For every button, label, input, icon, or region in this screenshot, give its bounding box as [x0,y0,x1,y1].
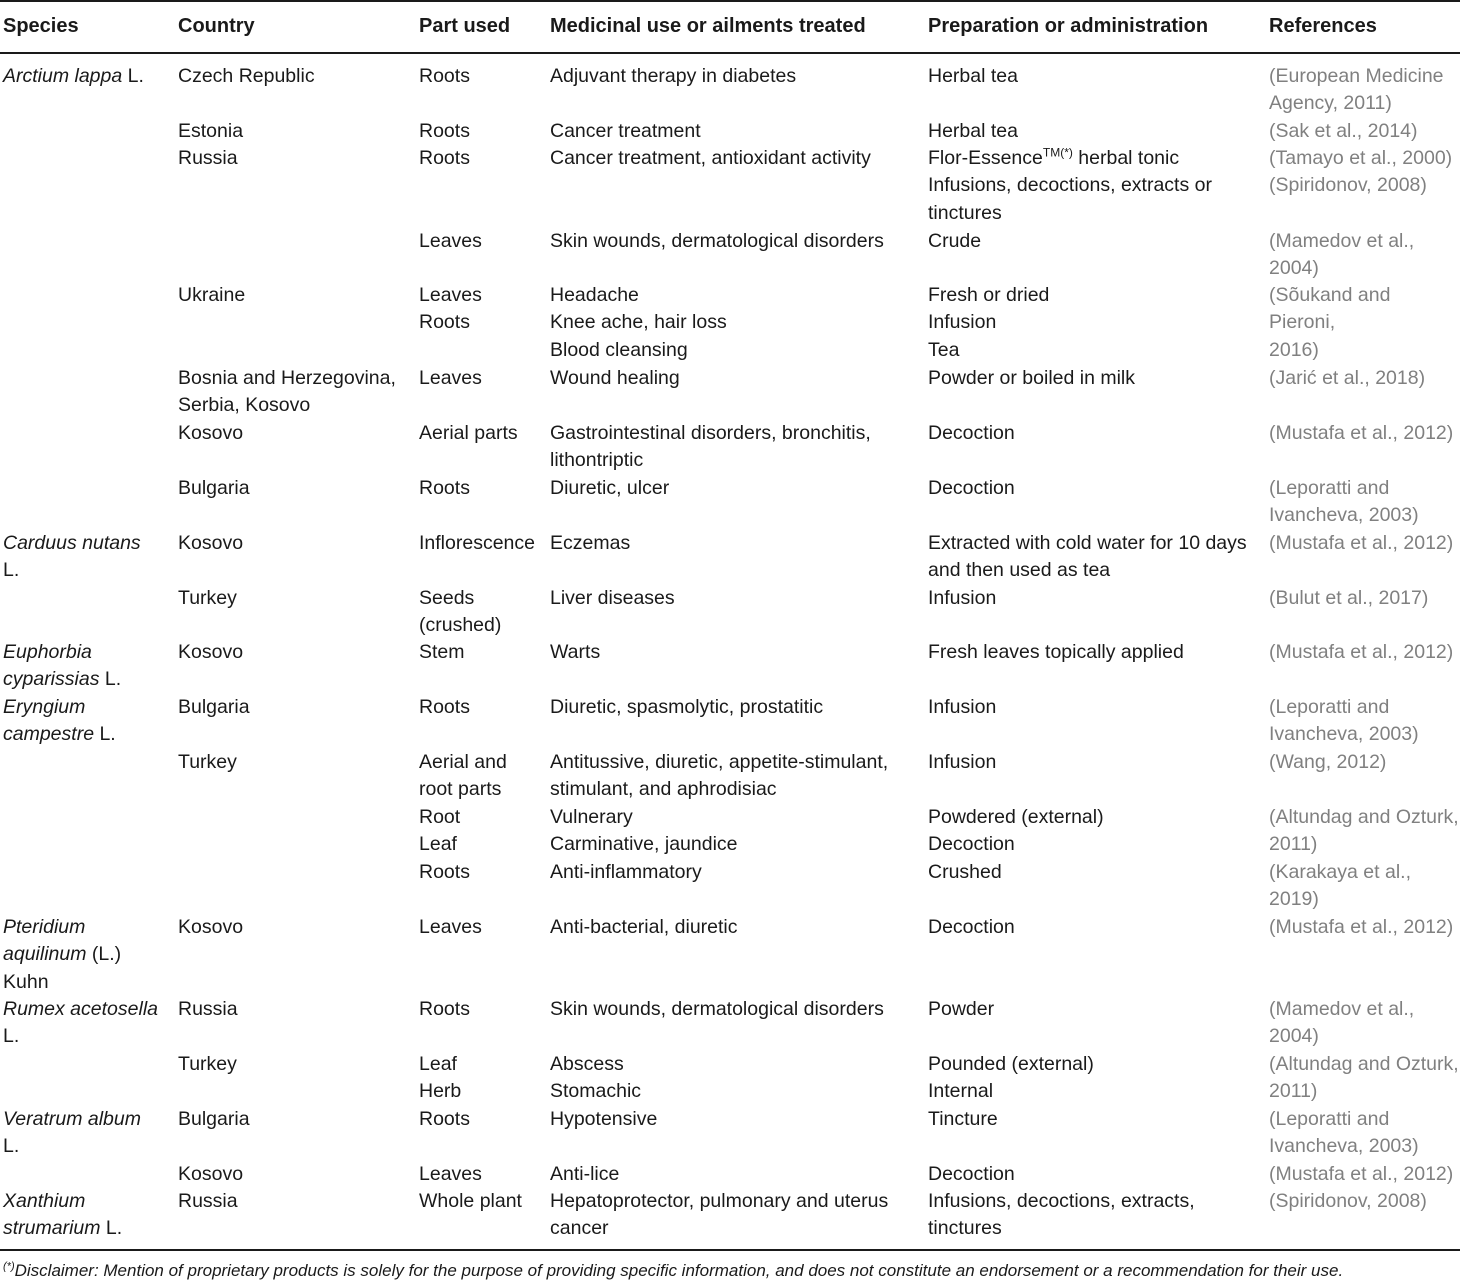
cell-preparation: Fresh or dried Infusion Tea [928,284,1050,361]
cell-part-used: Aerial and root parts Root Leaf Roots [419,751,507,883]
cell-country: Kosovo [178,1163,244,1185]
cell-preparation: Flor-Essence$^{TM(*)}$ herbal tonic Infusions, decoctions, extracts or tinctures [928,145,1212,224]
cell-country: Russia [178,998,238,1020]
cell-medicinal-use: Liver diseases [550,587,675,609]
header-country: Country [178,15,255,37]
cell-part-used: Inflorescence [419,532,535,554]
species-name: Euphorbia cyparissias L. [3,641,122,691]
species-name: Arctium lappa L. [3,65,144,87]
cell-preparation: Infusion Powdered (external) Decoction Crushed [928,751,1104,883]
cell-reference: (Leporatti and Ivancheva, 2003) [1269,1108,1419,1158]
header-species: Species [3,15,79,37]
cell-country: Kosovo [178,641,244,663]
cell-medicinal-use: Diuretic, ulcer [550,477,670,499]
cell-preparation: Infusions, decoctions, extracts, tinctures [928,1190,1195,1240]
cell-country: Kosovo [178,532,244,554]
cell-part-used: Roots [419,147,470,169]
cell-medicinal-use: Cancer treatment, antioxidant activity [550,147,871,169]
cell-reference: (Sõukand and Pieroni, 2016) [1269,284,1391,361]
cell-preparation: Herbal tea [928,120,1018,142]
cell-preparation: Crude [928,230,982,252]
cell-country: Czech Republic [178,65,315,87]
footnote-marker: (*) [3,1260,15,1273]
cell-preparation: Herbal tea [928,65,1018,87]
footnote-text: Disclaimer: Mention of proprietary products is solely for the purpose of providing specific information, and does not constitute an endorsement or a recommendation for their use. [14,1261,1344,1280]
cell-preparation: Powder or boiled in milk [928,367,1136,389]
cell-country: Estonia [178,120,244,142]
species-name: Eryngium campestre L. [3,696,116,746]
cell-preparation: Extracted with cold water for 10 days and then used as tea [928,532,1247,582]
cell-medicinal-use: Cancer treatment [550,120,701,142]
species-name: Veratrum album L. [3,1108,141,1158]
cell-preparation: Powder [928,998,995,1020]
cell-reference: (Mamedov et al., 2004) [1269,998,1415,1048]
cell-preparation: Tincture [928,1108,998,1130]
cell-preparation: Fresh leaves topically applied [928,641,1184,663]
cell-part-used: Leaves [419,367,482,389]
cell-country: Kosovo [178,422,244,444]
cell-preparation: Decoction [928,1163,1015,1185]
cell-medicinal-use: Adjuvant therapy in diabetes [550,65,797,87]
header-references: References [1269,15,1377,37]
cell-part-used: Aerial parts [419,422,518,444]
cell-preparation: Pounded (external) Internal [928,1053,1094,1103]
cell-reference: (Altundag and Ozturk, 2011) [1269,1053,1459,1103]
cell-reference: (Mustafa et al., 2012) [1269,422,1454,444]
cell-part-used: Stem [419,641,465,663]
header-preparation: Preparation or administration [928,15,1209,37]
cell-part-used: Roots [419,696,470,718]
cell-part-used: Leaves [419,230,482,252]
cell-reference: (Mustafa et al., 2012) [1269,641,1454,663]
cell-reference: (Jarić et al., 2018) [1269,367,1426,389]
cell-part-used: Roots [419,998,470,1020]
cell-country: Bulgaria [178,696,250,718]
cell-reference: (Sak et al., 2014) [1269,120,1418,142]
cell-part-used: Seeds (crushed) [419,587,502,637]
cell-preparation: Decoction [928,422,1015,444]
cell-preparation: Infusion [928,696,997,718]
cell-country: Russia [178,147,238,169]
cell-medicinal-use: Warts [550,641,601,663]
cell-reference: (Bulut et al., 2017) [1269,587,1429,609]
table-footnote [3,1260,1343,1282]
cell-part-used: Leaves [419,916,482,938]
cell-medicinal-use: Headache Knee ache, hair loss Blood cleansing [550,284,727,361]
cell-reference: (Spiridonov, 2008) [1269,1190,1427,1212]
cell-country: Turkey [178,587,237,609]
species-name: Xanthium strumarium L. [3,1190,123,1240]
cell-preparation: Decoction [928,916,1015,938]
cell-reference: (Mustafa et al., 2012) [1269,532,1454,554]
cell-country: Bosnia and Herzegovina, Serbia, Kosovo [178,367,396,417]
cell-medicinal-use: Abscess Stomachic [550,1053,642,1103]
cell-country: Kosovo [178,916,244,938]
cell-reference: (Leporatti and Ivancheva, 2003) [1269,477,1419,527]
cell-part-used: Roots [419,477,470,499]
cell-medicinal-use: Hypotensive [550,1108,658,1130]
cell-preparation: Infusion [928,587,997,609]
cell-medicinal-use: Skin wounds, dermatological disorders [550,998,884,1020]
cell-part-used: Leaves [419,1163,482,1185]
cell-reference: (Wang, 2012) (Altundag and Ozturk, 2011) (Karakaya et al., 2019) [1269,751,1459,911]
cell-country: Bulgaria [178,477,250,499]
cell-part-used: Whole plant [419,1190,522,1212]
cell-medicinal-use: Skin wounds, dermatological disorders [550,230,884,252]
cell-medicinal-use: Diuretic, spasmolytic, prostatitic [550,696,824,718]
cell-country: Ukraine [178,284,246,306]
cell-country: Bulgaria [178,1108,250,1130]
cell-medicinal-use: Antitussive, diuretic, appetite-stimulant, stimulant, and aphrodisiac Vulnerary Carminative, jaundice Anti-inflammatory [550,751,889,883]
cell-country: Turkey [178,751,237,773]
species-name: Pteridium aquilinum (L.) Kuhn [3,916,122,993]
cell-part-used: Roots [419,65,470,87]
species-name: Rumex acetosella L. [3,998,158,1048]
cell-preparation: Decoction [928,477,1015,499]
table-top-rule [0,0,1460,2]
cell-reference: (Mamedov et al., 2004) [1269,230,1415,280]
species-name: Carduus nutans L. [3,532,141,582]
cell-reference: (Leporatti and Ivancheva, 2003) [1269,696,1419,746]
cell-medicinal-use: Anti-lice [550,1163,620,1185]
table-bottom-rule [0,1249,1460,1251]
cell-reference: (European Medicine Agency, 2011) [1269,65,1444,115]
cell-reference: (Tamayo et al., 2000) (Spiridonov, 2008) [1269,147,1453,197]
cell-part-used: Roots [419,1108,470,1130]
cell-part-used: Roots [419,120,470,142]
cell-country: Russia [178,1190,238,1212]
header-part-used: Part used [419,15,511,37]
cell-medicinal-use: Anti-bacterial, diuretic [550,916,738,938]
cell-medicinal-use: Gastrointestinal disorders, bronchitis, lithontriptic [550,422,871,472]
header-medicinal-use: Medicinal use or ailments treated [550,15,866,37]
cell-medicinal-use: Wound healing [550,367,680,389]
cell-part-used: Leaf Herb [419,1053,462,1103]
cell-part-used: Leaves Roots [419,284,482,334]
cell-reference: (Mustafa et al., 2012) [1269,916,1454,938]
cell-medicinal-use: Eczemas [550,532,631,554]
header-rule [0,52,1460,54]
cell-reference: (Mustafa et al., 2012) [1269,1163,1454,1185]
cell-medicinal-use: Hepatoprotector, pulmonary and uterus cancer [550,1190,889,1240]
cell-country: Turkey [178,1053,237,1075]
